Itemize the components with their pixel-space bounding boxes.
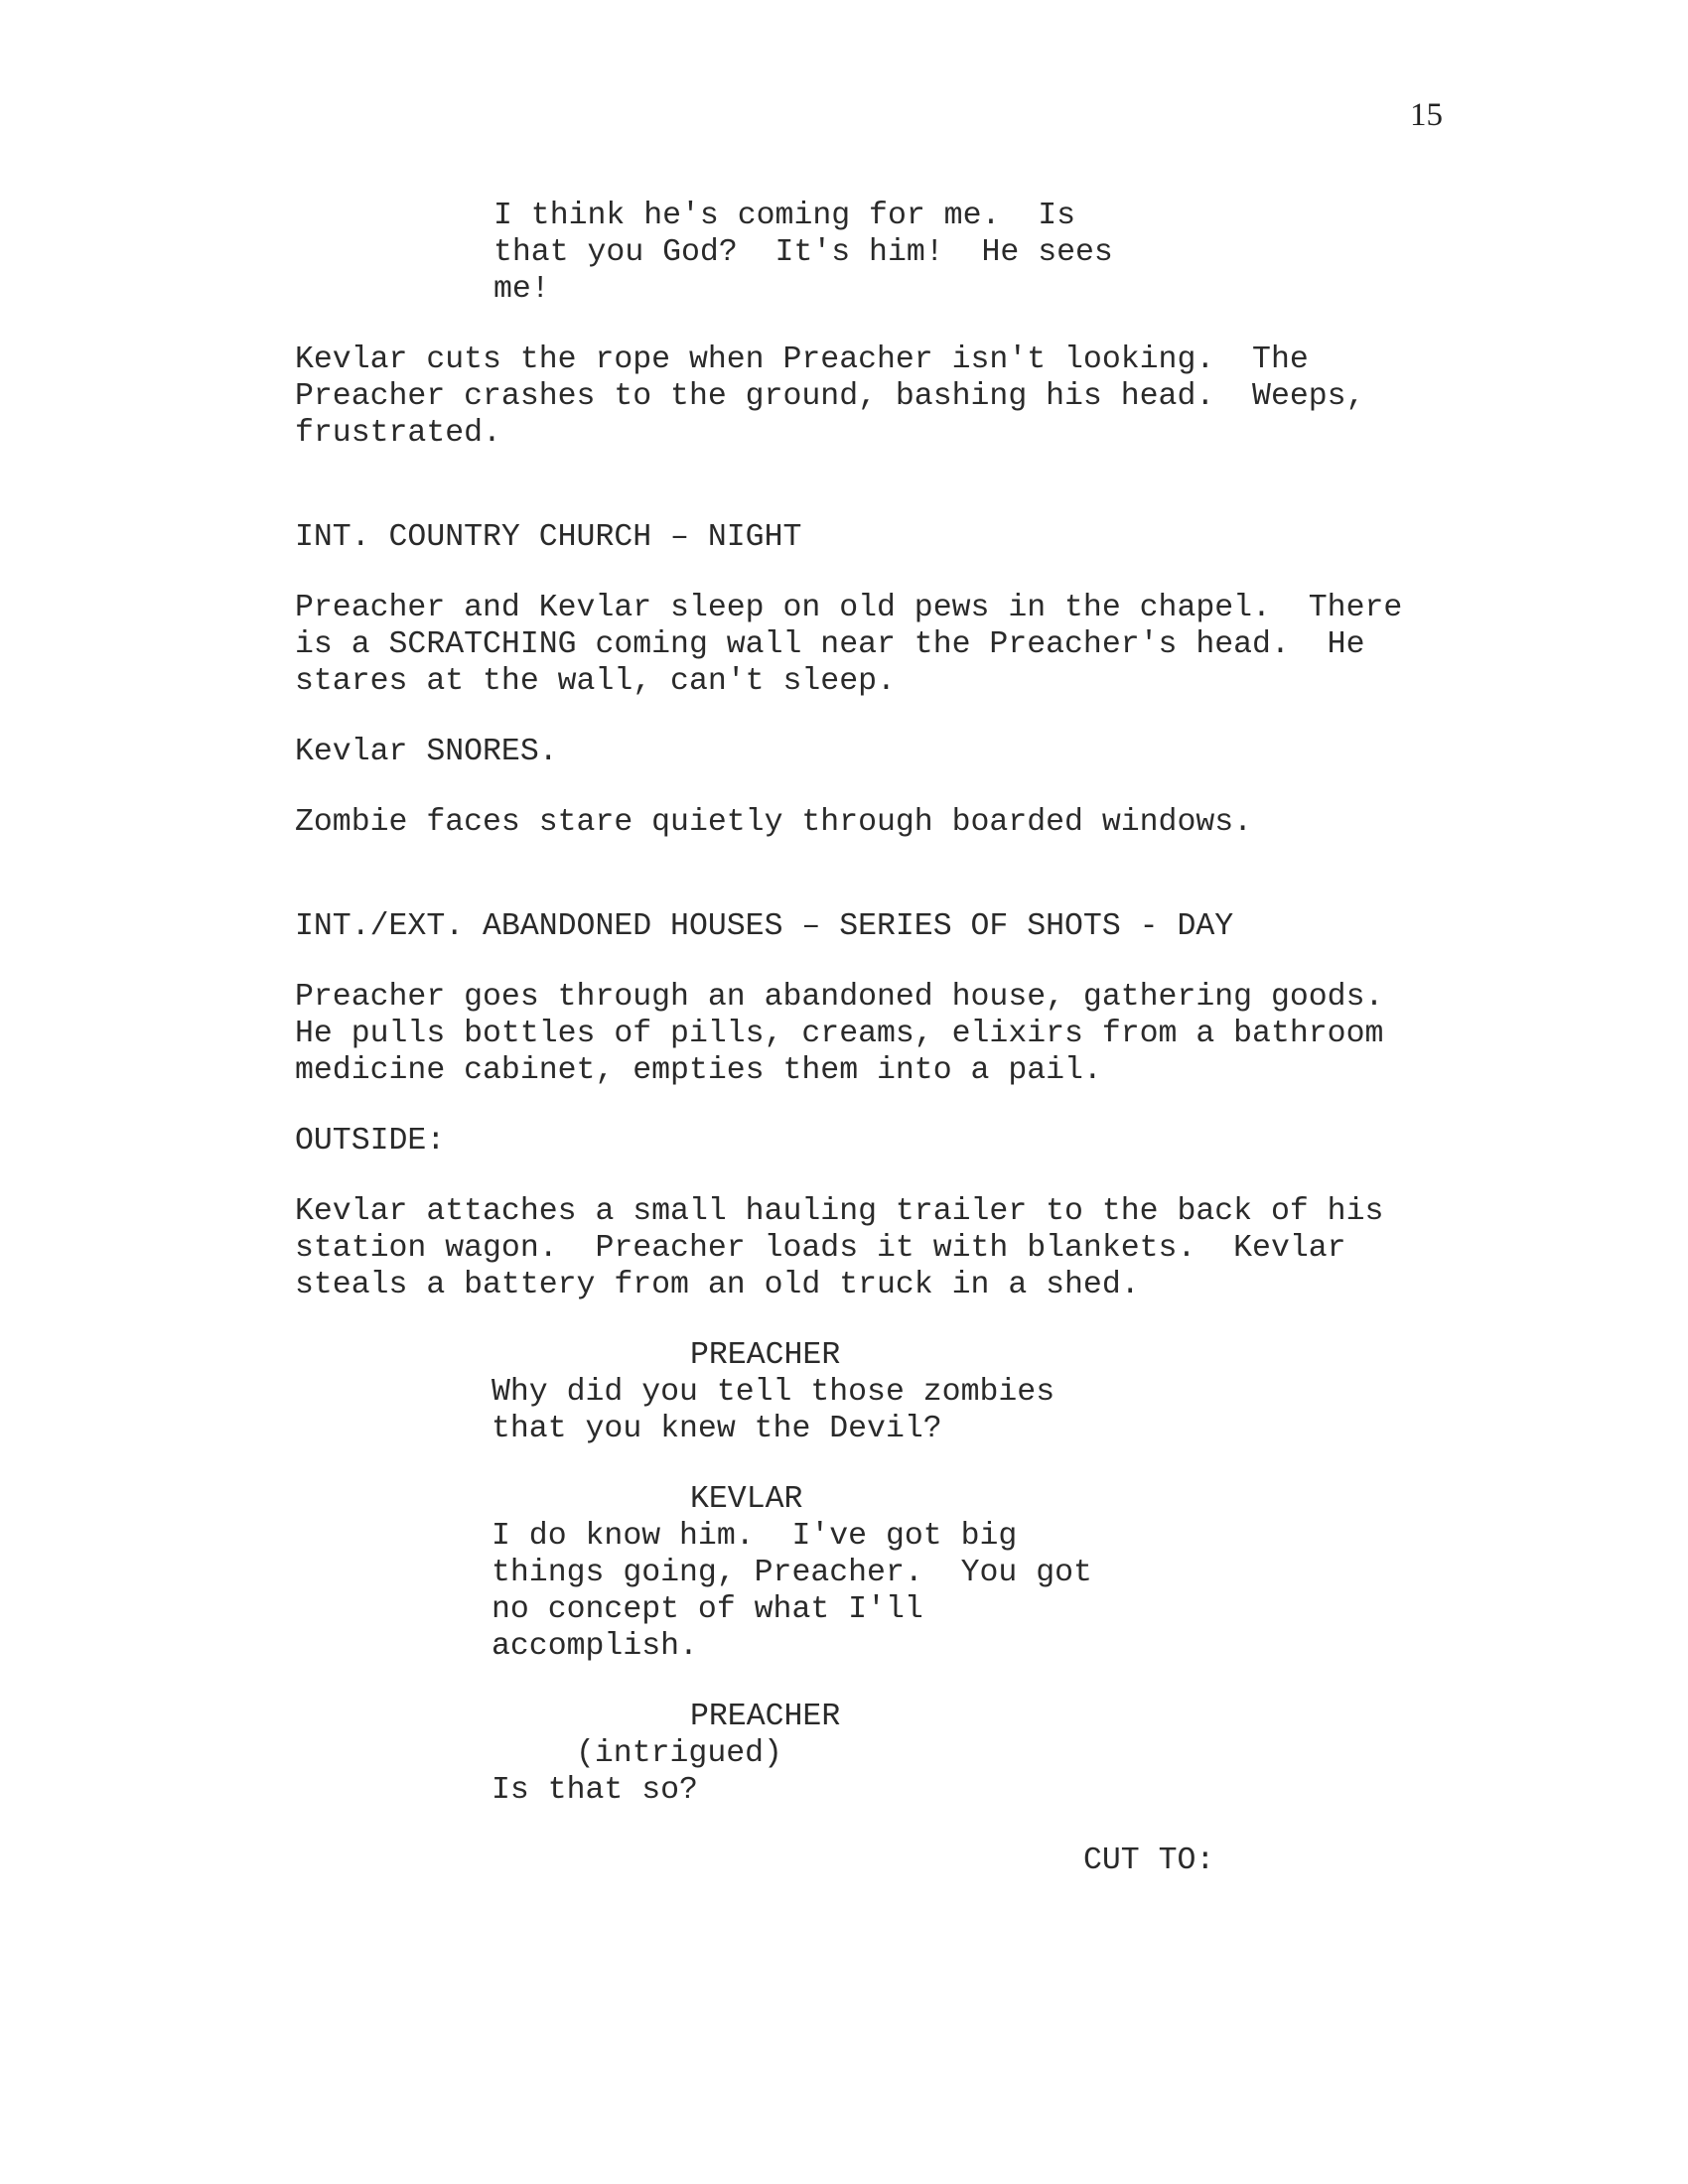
action-line: He pulls bottles of pills, creams, elixirs from a bathroom bbox=[295, 1017, 1384, 1051]
dialogue-line: that you knew the Devil? bbox=[492, 1412, 942, 1446]
scene-heading: INT. COUNTRY CHURCH – NIGHT bbox=[295, 520, 802, 555]
action-line: Kevlar SNORES. bbox=[295, 735, 558, 769]
character-name: PREACHER bbox=[690, 1700, 841, 1734]
scene-heading: INT./EXT. ABANDONED HOUSES – SERIES OF SHOTS - DAY bbox=[295, 909, 1234, 944]
dialogue-line: accomplish. bbox=[492, 1629, 698, 1664]
character-name: PREACHER bbox=[690, 1338, 841, 1373]
action-line: stares at the wall, can't sleep. bbox=[295, 664, 896, 699]
transition: CUT TO: bbox=[1083, 1843, 1215, 1878]
dialogue-line: me! bbox=[493, 272, 550, 307]
character-name: KEVLAR bbox=[690, 1482, 803, 1517]
action-line: Preacher and Kevlar sleep on old pews in the chapel. There bbox=[295, 591, 1403, 625]
dialogue-line: Why did you tell those zombies bbox=[492, 1375, 1055, 1410]
action-line: frustrated. bbox=[295, 416, 501, 451]
action-line: station wagon. Preacher loads it with blankets. Kevlar bbox=[295, 1231, 1346, 1266]
dialogue-line: I think he's coming for me. Is bbox=[493, 199, 1075, 233]
action-line: Preacher goes through an abandoned house, gathering goods. bbox=[295, 980, 1384, 1015]
dialogue-line: no concept of what I'll bbox=[492, 1592, 923, 1627]
action-line: Kevlar cuts the rope when Preacher isn't looking. The bbox=[295, 342, 1309, 377]
action-line: steals a battery from an old truck in a shed. bbox=[295, 1268, 1140, 1302]
parenthetical: (intrigued) bbox=[576, 1736, 782, 1771]
dialogue-line: things going, Preacher. You got bbox=[492, 1556, 1092, 1590]
action-line: medicine cabinet, empties them into a pail. bbox=[295, 1053, 1102, 1088]
action-line: Kevlar attaches a small hauling trailer to the back of his bbox=[295, 1194, 1384, 1229]
subheading: OUTSIDE: bbox=[295, 1124, 446, 1159]
dialogue-line: Is that so? bbox=[492, 1773, 698, 1808]
dialogue-line: that you God? It's him! He sees bbox=[493, 235, 1113, 270]
action-line: is a SCRATCHING coming wall near the Preacher's head. He bbox=[295, 627, 1365, 662]
action-line: Zombie faces stare quietly through boarded windows. bbox=[295, 805, 1253, 840]
page-number: 15 bbox=[1410, 97, 1443, 133]
dialogue-line: I do know him. I've got big bbox=[492, 1519, 1018, 1554]
action-line: Preacher crashes to the ground, bashing his head. Weeps, bbox=[295, 379, 1365, 414]
